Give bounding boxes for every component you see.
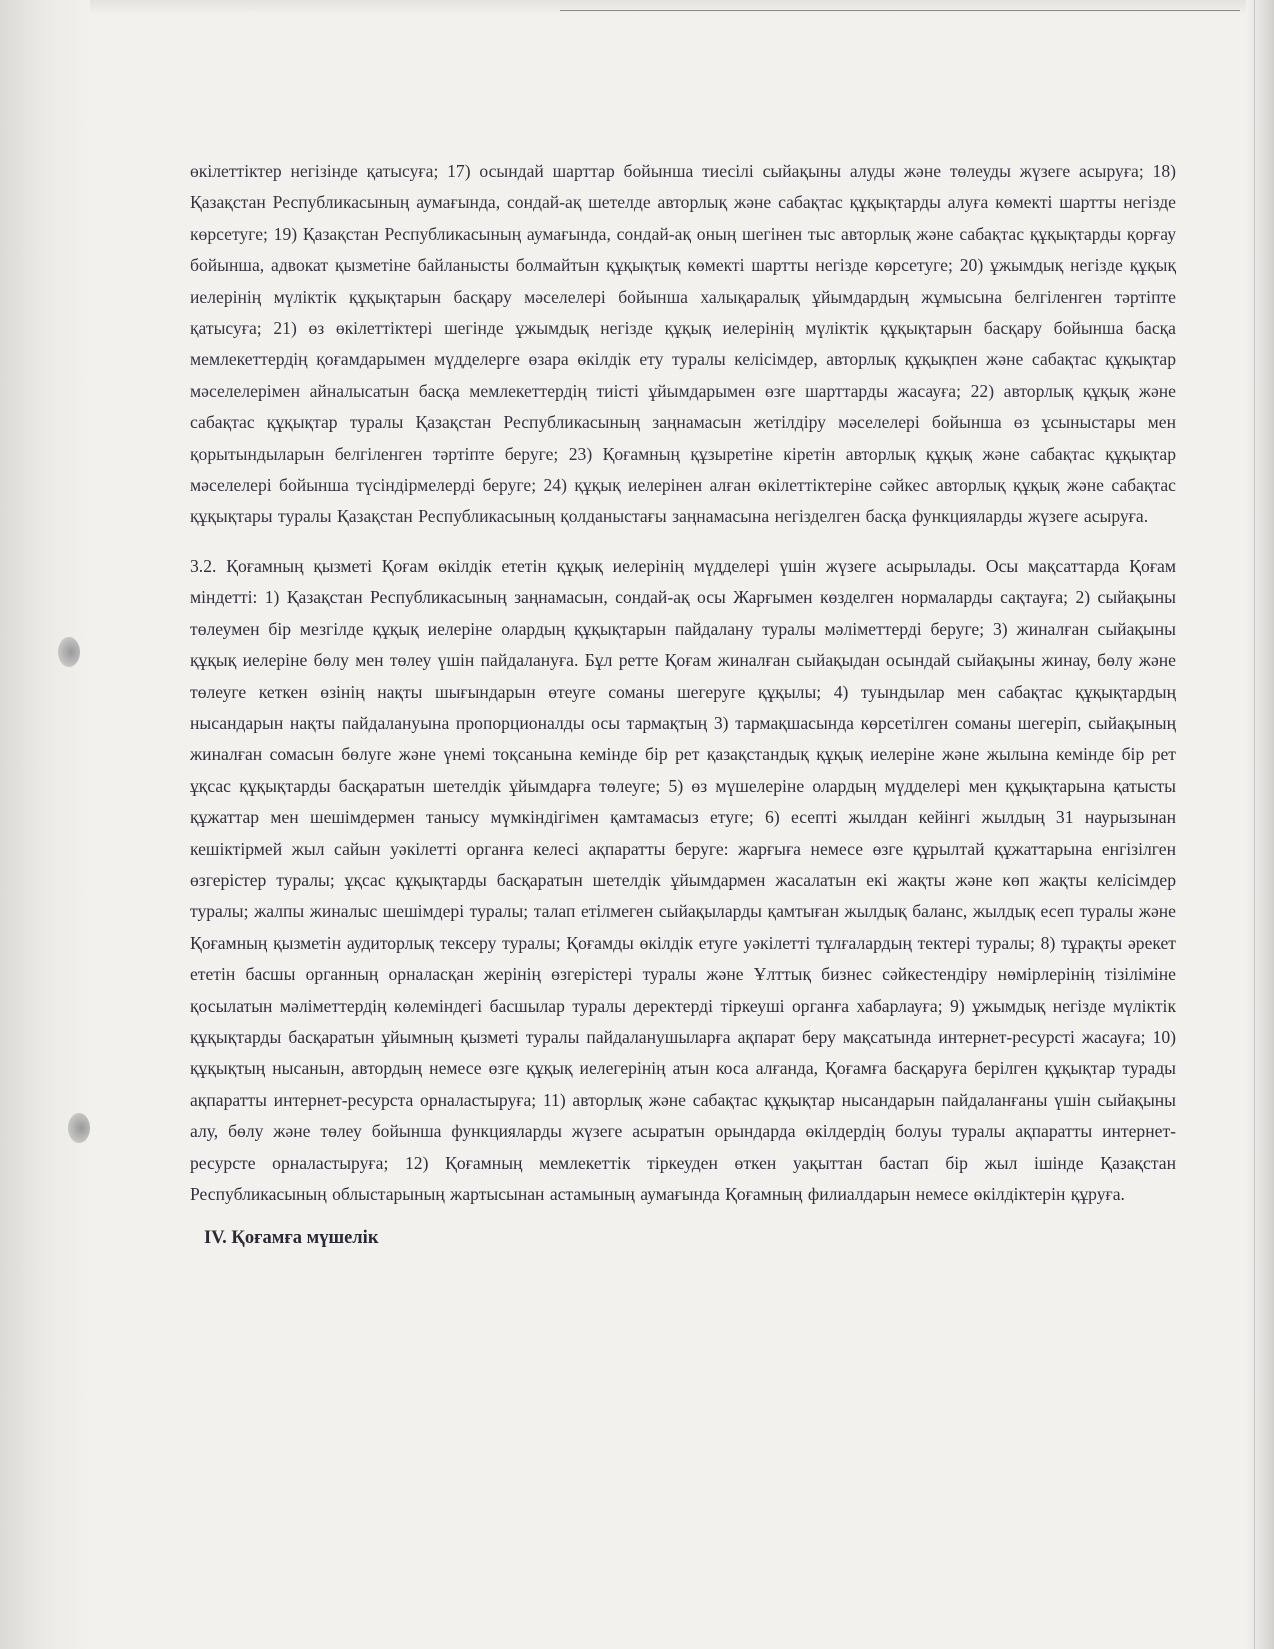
document-body <box>190 156 1176 1249</box>
scan-top-line <box>560 10 1240 11</box>
scan-left-shadow <box>0 0 90 1649</box>
paragraph-3-2: 3.2. Қоғамның қызметі Қоғам өкілдік ететін құқық иелерінің мүдделері үшін жүзеге асырылады. Осы мақсаттарда Қоғам міндетті: 1) Қазақстан Республикасының заңнамасын, сондай-ақ осы Жарғымен көзделген нормаларды сақтауға; 2) сыйақыны төлеумен бір мезгілде құқық иелеріне олардың құқықтарын пайдалану туралы мәліметтерді беруге; 3) жиналған сыйақыны құқық иелеріне бөлу мен төлеу үшін пайдалануға. Бұл ретте Қоғам жиналған сыйақыдан осындай сыйақыны жинау, бөлу және төлеуге кеткен өзінің нақты шығындарын өтеуге соманы шегеруге құқылы; 4) туындылар мен сабақтас құқықтардың нысандарын нақты пайдалануына пропорционалды осы тармақтың 3) тармақшасында көрсетілген соманы шегеріп, сыйақының жиналған сомасын бөлуге және үнемі тоқсанына кемінде бір рет қазақстандық құқық иелеріне және жылына кемінде бір рет ұқсас құқықтарды басқаратын шетелдік ұйымдарға төлеуге; 5) өз мүшелеріне олардың мүдделері мен құқықтарына қатысты құжаттар мен шешімдермен танысу мүмкіндігімен қамтамасыз етуге; 6) есепті жылдан кейінгі жылдың 31 наурызынан кешіктірмей жыл сайын уәкілетті органға келесі ақпаратты беруге: жарғыға немесе өзге құрылтай құжаттарына енгізілген өзгерістер туралы; ұқсас құқықтарды басқаратын шетелдік ұйымдармен жасалатын екі жақты және көп жақты келісімдер туралы; жалпы жиналыс шешімдері туралы; талап етілмеген сыйақыларды қамтыған жылдық баланс, жылдық есеп туралы және Қоғамның қызметін аудиторлық тексеру туралы; Қоғамды өкілдік етуге уәкілетті тұлғалардың тектері туралы; 8) тұрақты әрекет ететін басшы органның орналасқан жерінің өзгерістері туралы және Ұлттық бизнес сәйкестендіру нөмірлерінің тізіліміне қосылатын мәліметтердің көлеміндегі басшылар туралы деректерді тіркеуші органға хабарлауға; 9) ұжымдық негізде мүліктік құқықтарды басқаратын ұйымның қызметі туралы пайдаланушыларға ақпарат беру мақсатында интернет-ресурсті жасауға; 10) құқықтың нысанын, автордың немесе өзге құқық иелегерінің атын коса алғанда, Қоғамға басқаруға берілген құқықтар турады ақпаратты интернет-ресурста орналастыруға; 11) авторлық және сабақтас құқықтар нысандарын пайдаланғаны үшін сыйақыны алу, бөлу және төлеу бойынша функцияларды жүзеге асыратын орындарда өкілдердің болуы туралы ақпаратты интернет-ресурсте орналастыруға; 12) Қоғамның мемлекеттік тіркеуден өткен уақыттан бастап бір жыл ішінде Қазақстан Республикасының облыстарының жартысынан астамының аумағында Қоғамның филиалдарын немесе өкілдіктерін құруға. <box>190 555 1176 1204</box>
section-heading-iv: IV. Қоғамға мүшелік <box>204 1228 379 1249</box>
scan-right-edge <box>1246 0 1274 1649</box>
paragraph-continuation: өкілеттіктер негізінде қатысуға; 17) осындай шарттар бойынша тиесілі сыйақыны алуды және төлеуды жүзеге асыруға; 18) Қазақстан Республикасының аумағында, сондай-ақ шетелде авторлық және сабақтас құқықтарды алуға көмекті шартты негізде көрсетуге; 19) Қазақстан Республикасының аумағында, сондай-ақ оның шегінен тыс авторлық және сабақтас құқықтарды қорғау бойынша, адвокат қызметіне байланысты болмайтын құқықтық көмекті шартты негізде көрсетуге; 20) ұжымдық негізде құқық иелерінің мүліктік құқықтарын басқару мәселелері бойынша халықаралық ұйымдардың жұмысына белгіленген тәртіпте қатысуға; 21) өз өкілеттіктері шегінде ұжымдық негізде құқық иелерінің мүліктік құқықтарын басқару бойынша басқа мемлекеттердің қоғамдарымен мүдделерге өзара өкілдік ету туралы келісімдер, авторлық құқықпен және сабақтас құқықтар мәселелерімен айналысатын басқа мемлекеттердің тиісті ұйымдарымен өзге шарттарды жасауға; 22) авторлық құқық және сабақтас құқықтар туралы Қазақстан Республикасының заңнамасын жетілдіру мәселелері бойынша өз ұсыныстары мен қорытындыларын белгіленген тәртіпте беруге; 23) Қоғамның құзыретіне кіретін авторлық құқық және сабақтас құқықтар мәселелері бойынша түсіндірмелерді беруге; 24) құқық иелерінен алған өкілеттіктеріне сәйкес авторлық құқық және сабақтас құқықтары туралы Қазақстан Республикасының қолданыстағы заңнамасына негізделген басқа функцияларды жүзеге асыруға. <box>190 161 1176 527</box>
punch-hole-upper <box>58 637 80 667</box>
punch-hole-lower <box>68 1113 90 1143</box>
scan-top-edge <box>0 0 1274 14</box>
